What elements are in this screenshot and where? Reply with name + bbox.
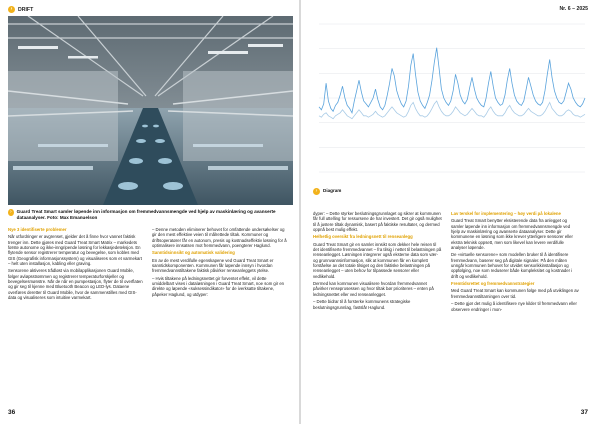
issue-header: Nr. 6 – 2025	[559, 6, 588, 12]
chart-grid	[319, 24, 585, 172]
right-page	[301, 0, 600, 424]
subheading: Helhetlig oversikt fra ledningsnett til renseanlegg	[313, 234, 413, 240]
diagram-chart	[311, 16, 591, 180]
paragraph: Med Guard Treat Smart kan kommunen følge med på utviklingen av fremmedvannstiltarningen over tid.	[451, 288, 579, 299]
section-dot-icon: ›	[8, 6, 15, 13]
subheading: Nye 3 identifiserte problemer	[8, 227, 67, 232]
paragraph: – Dette bidrar til å forsterke kommunens strategiske beslutningsgrunnlag, fastslår Haglund.	[313, 299, 411, 310]
right-column-1	[313, 211, 442, 314]
treatment-plant-photo	[8, 16, 293, 205]
caption-credit: Foto: Max Emanuelson	[47, 214, 98, 220]
section-header	[8, 6, 33, 13]
paragraph: – Denne metoden eliminerer behovet for omfattende undersøkelser og gir den mest effektive veien til målrettede tiltak. Kommuner og driftsoperatører får en autonom, presis og kostnadseffektiv løsning for å optimalisere innsatsen mot fremmedvann, poengterer Haglund.	[152, 227, 287, 249]
photo-caption	[8, 209, 293, 221]
left-column-2	[152, 227, 287, 302]
paragraph: dyper: – Dette styrker beslutningsgrunnlaget og sikrer at kommunen får full uttelling for ressursene de har investert. Det gir også mulighet til å justere tiltak dynamisk, basert på faktiske resultater, og dermed oppnå best mulig effekt.	[313, 211, 442, 233]
left-page	[0, 0, 299, 424]
page-number-left: 36	[8, 409, 16, 416]
left-text-columns	[8, 227, 287, 302]
right-column-2	[451, 211, 580, 314]
diagram-arrow-icon: ›	[313, 188, 320, 195]
diagram-caption	[313, 188, 341, 195]
page-number-right: 37	[580, 409, 588, 416]
chart-line-series-2	[319, 101, 585, 119]
section-label: DRIFT	[18, 6, 34, 13]
paragraph: De «virtuelle sensorene» som modellen bruker til å identifisere fremmedvann, baserer seg på digitale signaler. På den måten unngår kommunen behovet for utvidet sensorikkinstallasjon og oppfølging, noe som reduserer både kompleksitet og kostnader i drift og vedlikehold.	[451, 252, 573, 279]
caption-arrow-icon: ›	[10, 209, 12, 215]
paragraph: – Hvis tiltakene på ledningsnettet gir forventet effekt, vil dette umiddelbart vises i dataløsningen i Guard Treat Smart, noe som gir en direkte og løpende «suksessindikator» for de iverksatte tiltakene, påpeker Haglund, og utdyper:	[152, 275, 285, 297]
paragraph: Sensorene aktiveres trådløst via mobilapplikasjonen Guard Mobile, følger avløpsstrømmen og registrerer temperaturforskjeller og bevegelsesmønstre. Når de når en pumpestasjon, flyter de til overflaten og gir seg til kjenne med Bluetooth Beacon og LED-lys. Dataene overføres deretter til Guard Mobile, hvor de sammenstilles med GIS-data og visualiseres som intuitive varmekart.	[8, 268, 143, 301]
chart-line-series-1	[319, 48, 585, 113]
diagram-label: Diagram	[323, 188, 342, 193]
caption-text: Guard Treat Smart samler løpende inn informasjon om fremmedvannsmengde ved hjelp av maskinlæring og avanserte dataanalyser.	[16, 209, 276, 220]
paragraph: En av de mest verdifulle egenskapene ved Guard Treat Smart er sanntidskomponenten. Kommunen får løpende innsyn i hvordan fremmedvannstiltakene faktisk påvirker renseanleggets ytelse.	[152, 257, 274, 274]
subheading: Fremtidsrettet og fremmedvannstrategier	[451, 281, 535, 287]
paragraph: Dermed kan kommunen visualisere hvordan fremmedvannet påvirker renseprosessen og hvor tiltak bør prioriteres – enten på ledningsnettet eller ved renseanlegget.	[313, 281, 434, 297]
paragraph: Når utfordringer er avgrenset, gjelder det å finne hvor vannet faktisk trenger inn. Dette gjøres med Guard Treat Smart Matrix – markedets første autonome og ikke-inngripende løsning for lekkasjedeteksjon. En flytende sensor registrerer temperatur og bevegelse, som kobles med GIS (Geografisk informasjonssystem) og visualiseres som et varmekart – helt uten installasjon, kabling eller graving.	[8, 234, 142, 267]
paragraph: – Dette gjør det mulig å identifisere nye kilder til fremmedvann eller observere endringer i mon-	[451, 301, 577, 312]
subheading: Lav terskel for implementering – høy verdi på lokalene	[451, 211, 561, 216]
left-column-1	[8, 227, 143, 302]
paragraph: Guard Treat Smart gir en samlet innsikt som dekker hele reisen til det identifiserte fremmedvannet – fra tilsig i nettet til belastningen på renseanlegget. Løsningen integrerer også eksterne data som vær- og grunnvannsinformasjon, slik at kommunen får en komplett forståelse av det totale tilsiget og den faktiske belastningen på renseanlegget – uten behov for tilpassede sensorer eller vedlikehold.	[313, 241, 442, 279]
paragraph: Guard Treat Smart benytter eksisterende data fra anlegget og samler løpende inn informasjon om fremmedvannsmengde ved hjelp av maskinlæring og avanserte dataanalyser. Dette gir kommunene en løsning som ikke krever ytterligere sensorer eller ekstra teknisk oppsett, men som likevel kan levere verdifulle analyser løpende.	[451, 218, 573, 251]
right-text-columns	[313, 211, 580, 314]
subheading: Sanntidsinnsikt og automatisk validering	[152, 250, 235, 256]
